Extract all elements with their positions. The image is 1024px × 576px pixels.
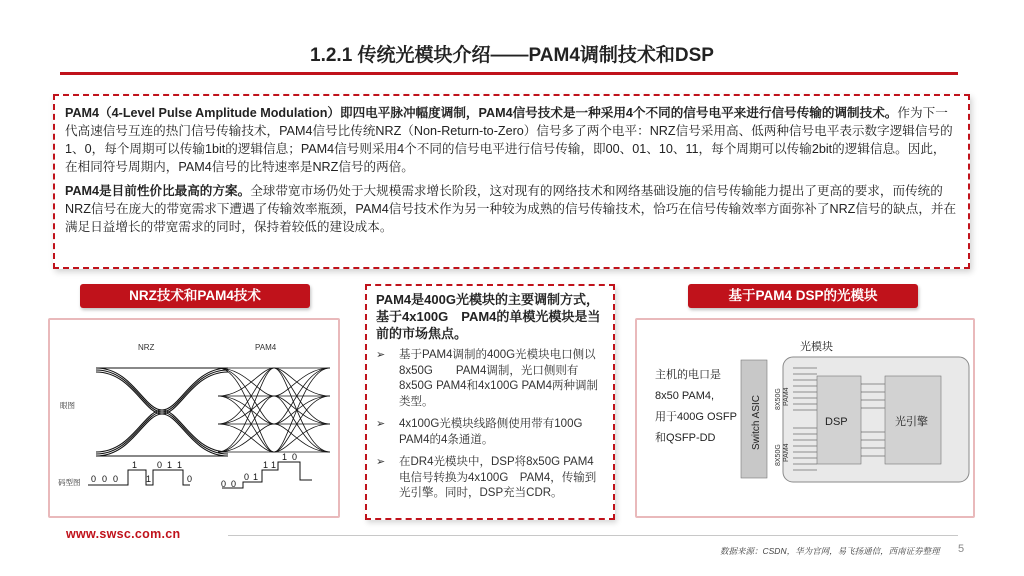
- eye-diagram-label: 眼图: [60, 401, 75, 410]
- pam4-bit: 0: [231, 479, 237, 489]
- bullet-arrow-icon: ➢: [376, 418, 386, 430]
- nrz-bit: 1: [146, 474, 152, 484]
- nrz-bit: 1: [177, 460, 183, 470]
- intro-p1-bold: PAM4（4-Level Pulse Amplitude Modulation）即四电平脉冲幅度调制，PAM4信号技术是一种采用4个不同的信号电平来进行信号传输的调制技术。: [65, 106, 898, 120]
- host-text-line: 8x50 PAM4,: [655, 390, 715, 402]
- nrz-bit: 0: [113, 474, 119, 484]
- pam4-bit: 0: [244, 472, 250, 482]
- lane-label-bottom: 8X50G: [775, 444, 782, 466]
- host-text-line: 主机的电口是: [655, 369, 721, 381]
- list-item: [376, 348, 604, 410]
- lane-label-top: PAM4: [783, 387, 790, 406]
- footer-divider: [228, 535, 958, 536]
- nrz-bit: 1: [167, 460, 173, 470]
- nrz-bit: 0: [91, 474, 97, 484]
- intro-paragraph-1: [65, 104, 958, 176]
- list-item: [376, 417, 604, 448]
- nrz-pam4-diagram: [50, 320, 338, 516]
- intro-box: [53, 94, 970, 269]
- switch-asic-label: Switch ASIC: [751, 394, 762, 450]
- nrz-bit: 0: [157, 460, 163, 470]
- footer-url: www.swsc.com.cn: [66, 527, 181, 541]
- bullet-arrow-icon: ➢: [376, 456, 386, 468]
- nrz-bit-pattern: [88, 460, 192, 485]
- nrz-pam4-badge: NRZ技术和PAM4技术: [80, 284, 310, 308]
- nrz-bit: 0: [187, 474, 193, 484]
- footer-source: 数据来源：CSDN，华为官网，易飞扬通信，西南证券整理: [720, 546, 940, 556]
- page-number: 5: [958, 543, 965, 555]
- lane-label-bottom: PAM4: [783, 443, 790, 462]
- intro-p1-text: 作为下一代高速信号互连的热门信号传输技术，PAM4信号比传统NRZ（Non-Return-to-Zero）信号多了两个电平：NRZ信号采用高、低两种信号电平表示数字逻辑信号的1、0，每个周期可以传输1bit的逻辑信息；PAM4信号则采用4个不同的信号电平进行信号传输，即00、01、10、11，每个周期可以传输2bit的逻辑信息。因此，在相同符号周期内，PAM4信号的比特速率是NRZ信号的两倍。: [65, 106, 953, 174]
- nrz-eye-diagram: [96, 368, 228, 456]
- nrz-pam4-diagram-panel: [48, 318, 340, 518]
- pam4-eye-diagram: [218, 368, 330, 452]
- list-item-text: 在DR4光模块中，DSP将8x50G PAM4电信号转换为4x100G PAM4，传输到光引擎。同时，DSP充当CDR。: [399, 456, 597, 499]
- host-text-line: 和QSFP-DD: [655, 432, 716, 444]
- pam4-bit: 0: [221, 479, 227, 489]
- intro-paragraph-2: [65, 182, 958, 236]
- pam4-dsp-module-panel: [635, 318, 975, 518]
- intro-p2-bold: PAM4是目前性价比最高的方案。: [65, 184, 251, 198]
- module-label: 光模块: [800, 341, 833, 353]
- list-item-text: 4x100G光模块线路侧使用带有100G PAM4的4条通道。: [399, 418, 583, 446]
- page-title: 1.2.1 传统光模块介绍——PAM4调制技术和DSP: [310, 45, 714, 66]
- list-item: [376, 455, 604, 502]
- pam4-bit: 1: [253, 472, 259, 482]
- nrz-bit: 0: [102, 474, 108, 484]
- pam4-bit: 1: [271, 460, 277, 470]
- optical-engine-label: 光引擎: [895, 416, 928, 428]
- center-heading: PAM4是400G光模块的主要调制方式，基于4x100G PAM4的单模光模块是当前的市场焦点。: [376, 292, 601, 341]
- center-bullet-list: [376, 348, 604, 502]
- nrz-bit: 1: [132, 460, 138, 470]
- host-text-line: 用于400G OSFP: [655, 411, 737, 423]
- bullet-arrow-icon: ➢: [376, 349, 386, 361]
- pattern-diagram-label: 码型图: [58, 478, 81, 487]
- pam4-dsp-module-diagram: [637, 320, 973, 516]
- title-underline: [60, 72, 958, 75]
- pam4-400g-summary-box: [365, 284, 615, 520]
- pam4-dsp-module-badge: 基于PAM4 DSP的光模块: [688, 284, 918, 308]
- intro-p2-text: 全球带宽市场仍处于大规模需求增长阶段，这对现有的网络技术和网络基础设施的信号传输能力提出了更高的要求，而传统的NRZ信号在庞大的带宽需求下遭遇了传输效率瓶颈，PAM4信号技术作为另一种较为成熟的信号传输技术，恰巧在信号传输效率方面弥补了NRZ信号的缺点，并在满足日益增长的带宽需求的同时，保持着较低的建设成本。: [65, 184, 957, 234]
- pam4-label: PAM4: [255, 343, 277, 352]
- pam4-bit-pattern: [221, 452, 312, 489]
- list-item-text: 基于PAM4调制的400G光模块电口侧以8x50G PAM4调制，光口侧则有8x50G PAM4和4x100G PAM4两种调制类型。: [399, 349, 598, 408]
- pam4-bit: 0: [292, 452, 298, 462]
- nrz-label: NRZ: [138, 343, 155, 352]
- pam4-bit: 1: [263, 460, 269, 470]
- dsp-label: DSP: [825, 416, 848, 428]
- lane-label-top: 8X50G: [775, 388, 782, 410]
- pam4-bit: 1: [282, 452, 288, 462]
